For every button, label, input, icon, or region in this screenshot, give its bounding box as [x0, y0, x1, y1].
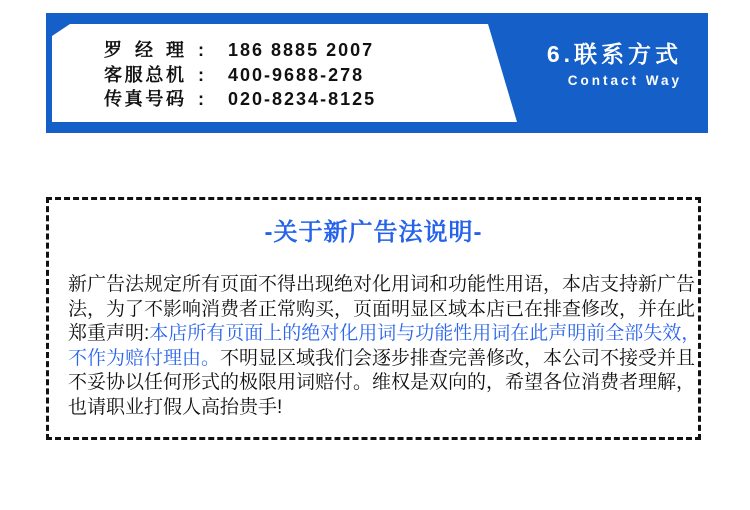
- contact-colon: :: [198, 40, 204, 60]
- contact-row-hotline: [104, 63, 376, 88]
- contact-row-fax: [104, 87, 376, 112]
- contact-phone-number: 186 8885 2007: [228, 40, 375, 60]
- contact-label: 传真号码: [104, 89, 184, 110]
- notice-text-segment: 新广告法规定所有页面不得出现绝对化用词和功能性用语，本店支持新广告: [68, 274, 696, 295]
- contact-list: [104, 38, 376, 112]
- notice-title: -关于新广告法说明-: [264, 219, 483, 246]
- notice-text-segment-highlight: 本店所有页面上的绝对化用词与功能性用词在此声明前全部失效，: [149, 323, 701, 345]
- notice-line: [68, 347, 698, 372]
- contact-row-manager: [104, 38, 376, 63]
- notice-line: [68, 273, 698, 298]
- notice-text-segment-highlight: 不作为赔付理由。: [68, 347, 221, 369]
- notice-text-segment: 不妥协以任何形式的极限用词赔付。维权是双向的，希望各位消费者理解，: [68, 372, 696, 394]
- notice-text-segment: 不明显区域我们会逐步排查完善修改，本公司不接受并且: [220, 347, 696, 369]
- contact-banner: [46, 13, 708, 133]
- contact-label: 罗经理: [104, 40, 184, 60]
- notice-line: [68, 298, 698, 323]
- notice-line: [68, 396, 698, 421]
- contact-fax-number: 020-8234-8125: [228, 89, 377, 110]
- notice-text-segment: 郑重声明:: [68, 323, 150, 345]
- notice-text-segment: 法，为了不影响消费者正常购买，页面明显区域本店已在排查修改，并在此: [68, 298, 696, 320]
- notice-body: [68, 273, 701, 421]
- notice-line: [68, 371, 698, 396]
- advertising-law-notice: [46, 197, 701, 440]
- contact-colon: :: [198, 89, 204, 110]
- section-number-title: 6.联系方式: [546, 41, 682, 67]
- section-heading: [547, 40, 682, 89]
- notice-line: [68, 322, 701, 347]
- section-subtitle: Contact Way: [567, 73, 682, 88]
- contact-colon: :: [198, 64, 204, 85]
- contact-phone-number: 400-9688-278: [228, 64, 365, 85]
- notice-text-segment: 也请职业打假人高抬贵手!: [68, 396, 283, 418]
- contact-label: 客服总机: [104, 64, 184, 85]
